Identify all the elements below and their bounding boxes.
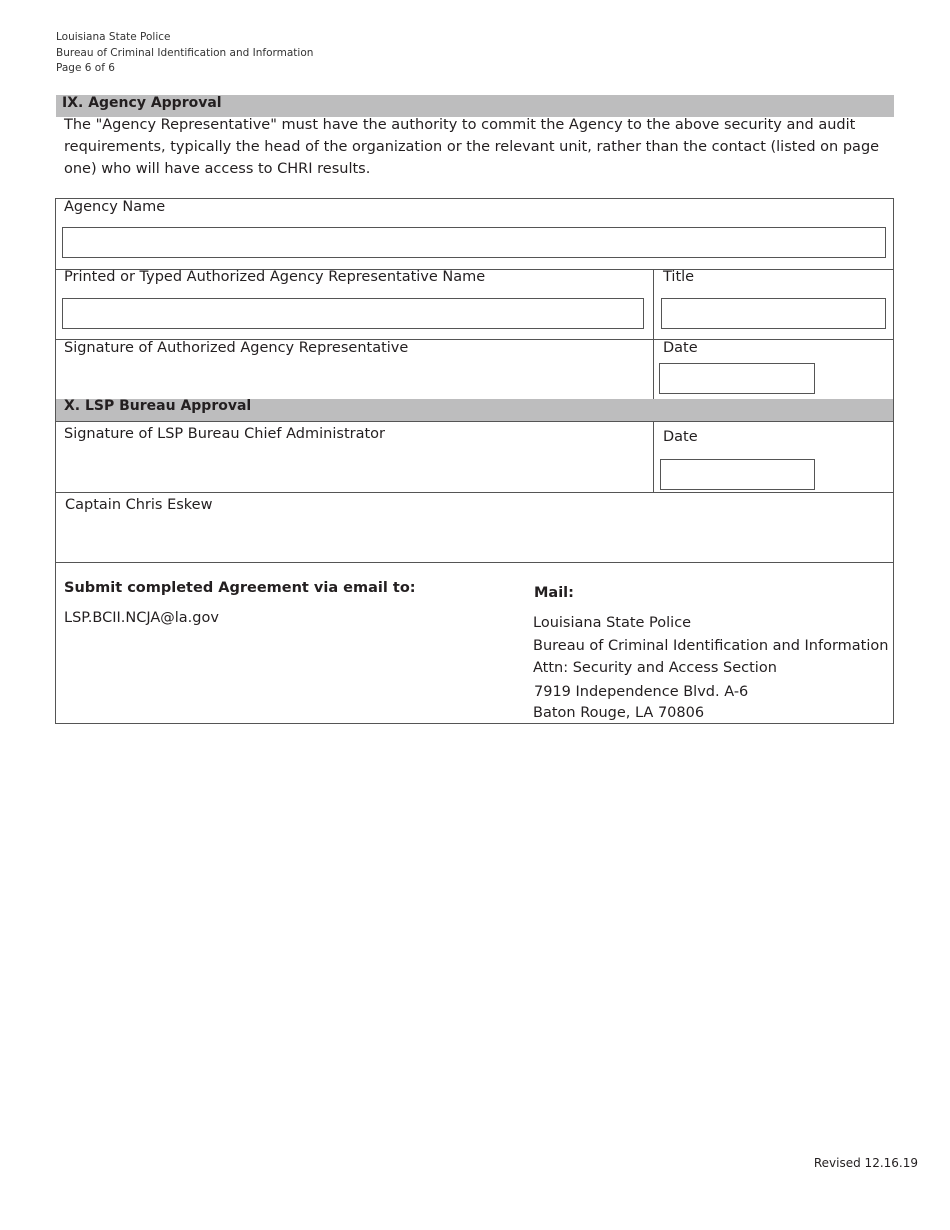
- rep-name-input[interactable]: [62, 298, 644, 329]
- chief-signature-area[interactable]: [64, 446, 644, 488]
- rep-date-label: Date: [663, 340, 698, 356]
- revision-date: Revised 12.16.19: [813, 1156, 918, 1170]
- mail-address-line: 7919 Independence Blvd. A-6: [534, 684, 749, 700]
- chief-date-label: Date: [663, 429, 698, 445]
- submit-email-link[interactable]: LSP.BCII.NCJA@la.gov: [64, 610, 219, 626]
- header-bureau: Bureau of Criminal Identification and Information: [56, 47, 314, 59]
- agency-name-input[interactable]: [62, 227, 886, 258]
- mail-address-line: Attn: Security and Access Section: [533, 660, 777, 676]
- mail-address-line: Bureau of Criminal Identification and Information: [533, 638, 889, 654]
- section-x-header: X. LSP Bureau Approval: [56, 399, 893, 421]
- title-input[interactable]: [661, 298, 886, 329]
- chief-signature-label: Signature of LSP Bureau Chief Administrator: [64, 426, 385, 442]
- row-divider: [55, 421, 894, 422]
- page-number: Page 6 of 6: [56, 62, 115, 74]
- mail-heading: Mail:: [534, 585, 574, 601]
- header-agency: Louisiana State Police: [56, 31, 171, 43]
- email-heading: Submit completed Agreement via email to:: [64, 580, 416, 596]
- chief-date-input[interactable]: [660, 459, 815, 490]
- row-divider: [55, 562, 894, 563]
- title-label: Title: [663, 269, 695, 285]
- section-ix-header: IX. Agency Approval: [56, 95, 894, 117]
- rep-signature-area[interactable]: [64, 360, 644, 396]
- mail-address-line: Louisiana State Police: [533, 615, 692, 631]
- column-divider: [653, 421, 654, 492]
- section-ix-intro: The "Agency Representative" must have the authority to commit the Agency to the above security and audit requirements, typically the head of the organization or the relevant unit, rather than the contact (listed on page one) who will have access to CHRI results.: [64, 117, 880, 177]
- mail-address-line: Baton Rouge, LA 70806: [533, 705, 705, 721]
- column-divider: [653, 269, 654, 399]
- row-divider: [55, 492, 894, 493]
- rep-date-input[interactable]: [659, 363, 815, 394]
- rep-name-label: Printed or Typed Authorized Agency Representative Name: [64, 269, 486, 285]
- rep-signature-label: Signature of Authorized Agency Representative: [64, 340, 409, 356]
- agency-name-label: Agency Name: [64, 199, 166, 215]
- chief-name: Captain Chris Eskew: [65, 497, 213, 513]
